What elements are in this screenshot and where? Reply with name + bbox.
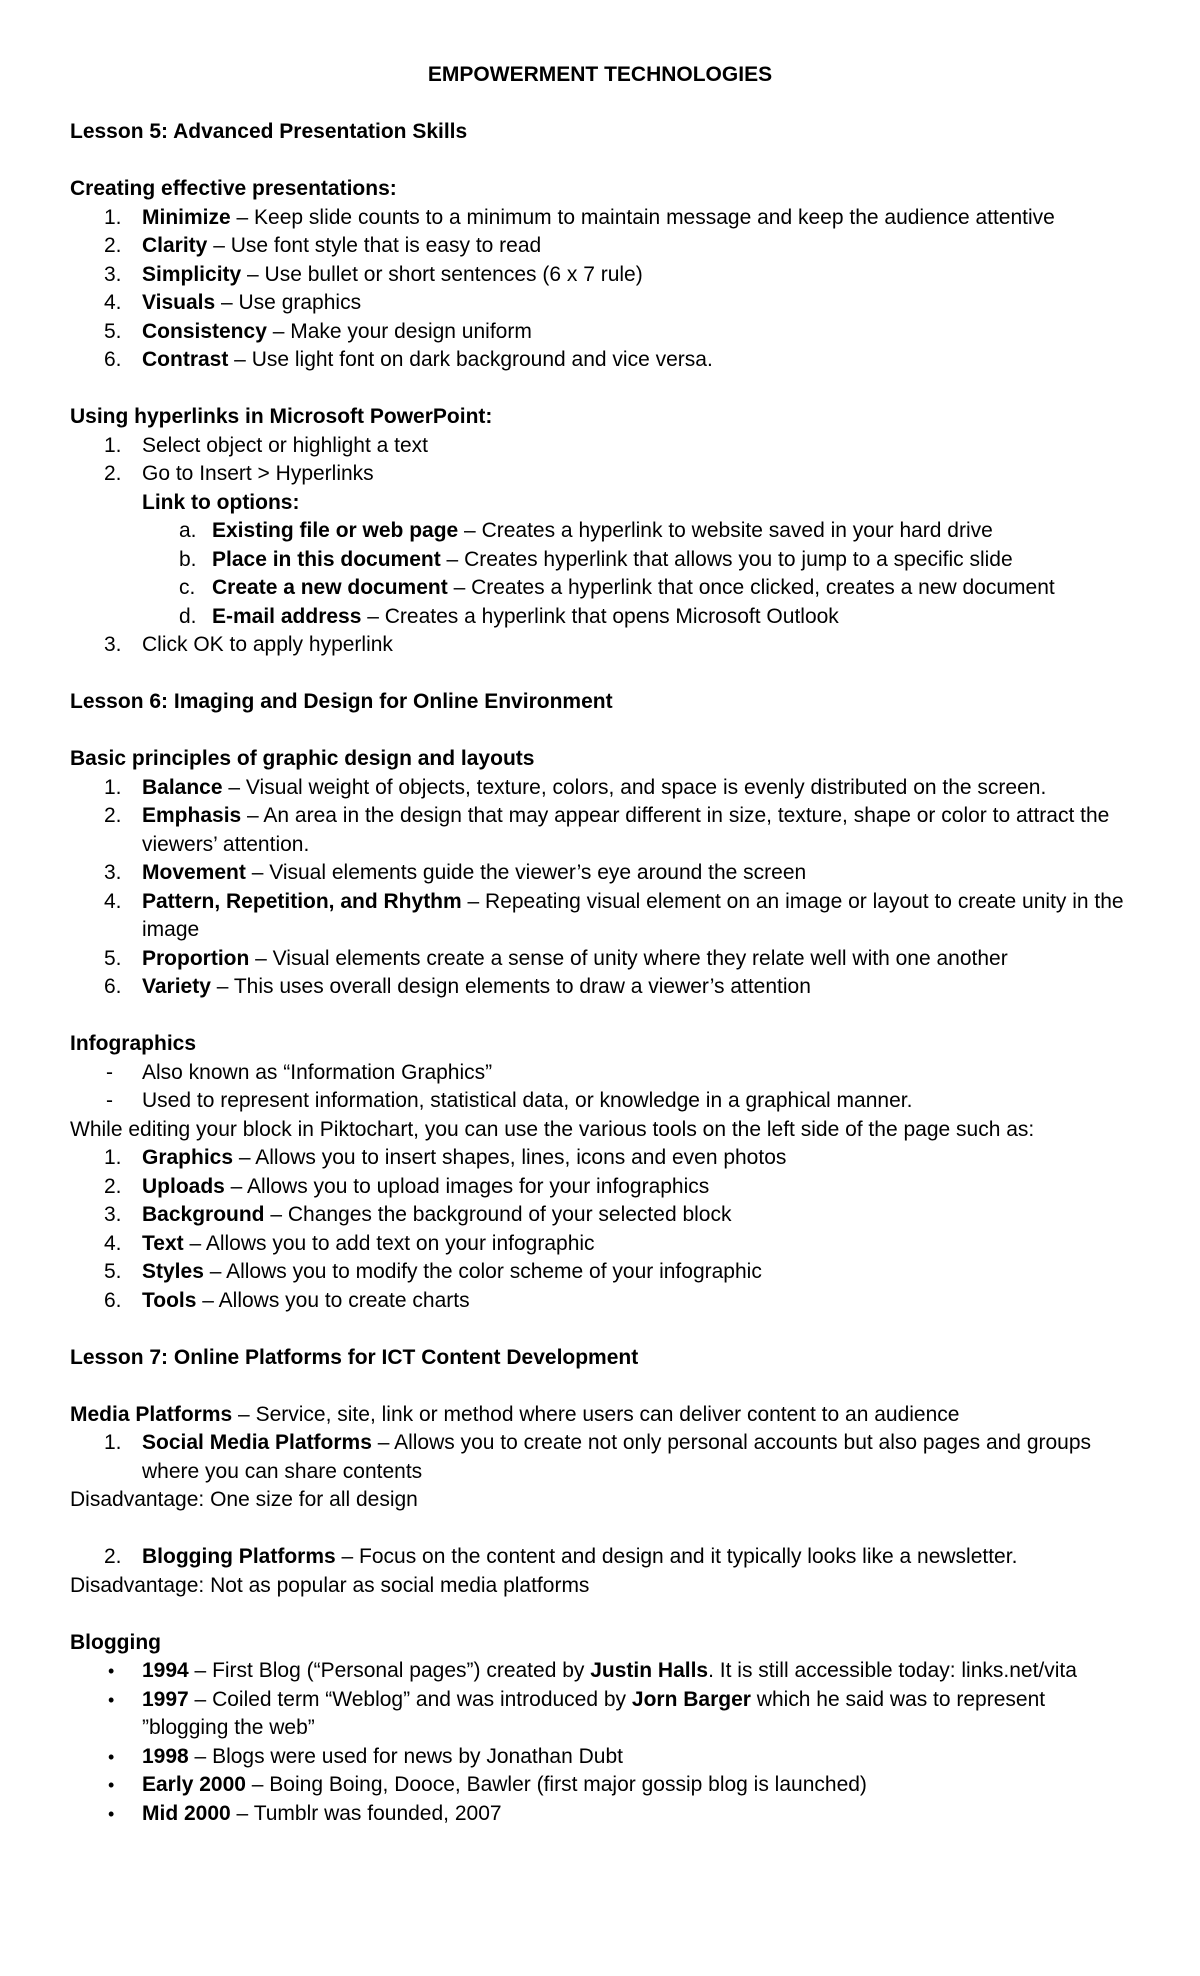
list-item: 2. Emphasis – An area in the design that may appear different in size, texture, shape or color to attract the viewers’ attention.	[104, 804, 1110, 856]
blogging-heading: Blogging	[70, 1630, 161, 1654]
bullet-icon: •	[108, 1775, 115, 1795]
lesson-7-heading: Lesson 7: Online Platforms for ICT Content Development	[70, 1345, 639, 1369]
piktochart-tools-list	[70, 1144, 1130, 1315]
lesson-6-heading: Lesson 6: Imaging and Design for Online Environment	[70, 690, 613, 713]
list-item: 3. Movement – Visual elements guide the viewer’s eye around the screen	[104, 861, 807, 884]
list-item: 6. Variety – This uses overall design elements to draw a viewer’s attention	[104, 975, 811, 998]
bullet-icon: •	[108, 1689, 115, 1710]
list-item: 4. Pattern, Repetition, and Rhythm – Repeating visual element on an image or layout to create unity in the image	[104, 889, 1124, 941]
list-item: a. Existing file or web page – Creates a hyperlink to website saved in your hard drive	[179, 519, 993, 542]
list-item: 1. Minimize – Keep slide counts to a minimum to maintain message and keep the audience attentive	[104, 205, 1055, 229]
list-item: 3. Simplicity – Use bullet or short sentences (6 x 7 rule)	[104, 262, 643, 286]
list-item: 1. Select object or highlight a text	[104, 433, 429, 457]
list-item: 3. Background – Changes the background of your selected block	[104, 1203, 732, 1226]
list-item: • 1994 – First Blog (“Personal pages”) created by Justin Halls. It is still accessible today: links.net/vita	[70, 1657, 1130, 1686]
list-item: c. Create a new document – Creates a hyperlink that once clicked, creates a new document	[179, 576, 1055, 599]
spacer	[70, 1515, 1130, 1544]
list-item: d. E-mail address – Creates a hyperlink that opens Microsoft Outlook	[179, 604, 839, 628]
bullet-icon: •	[108, 1803, 115, 1824]
bullet-icon: •	[108, 1661, 115, 1681]
effective-presentations-heading: Creating effective presentations:	[70, 177, 397, 200]
design-principles-list	[70, 774, 1130, 1002]
list-item: 6. Tools – Allows you to create charts	[104, 1288, 470, 1312]
list-item: • Early 2000 – Boing Boing, Dooce, Bawler (first major gossip blog is launched)	[70, 1771, 1130, 1800]
media-platforms-definition: Media Platforms – Service, site, link or method where users can deliver content to an audience	[70, 1402, 960, 1426]
bullet-icon: •	[108, 1746, 115, 1767]
list-item: 5. Styles – Allows you to modify the color scheme of your infographic	[104, 1260, 762, 1283]
document-title: EMPOWERMENT TECHNOLOGIES	[427, 63, 773, 86]
disadvantage-social: Disadvantage: One size for all design	[70, 1488, 418, 1511]
spacer	[70, 375, 1130, 404]
list-item: 6. Contrast – Use light font on dark background and vice versa.	[104, 348, 713, 371]
effective-presentations-list	[70, 204, 1130, 375]
hyperlinks-steps-continued	[70, 631, 1130, 660]
spacer	[70, 1002, 1130, 1031]
spacer	[70, 1600, 1130, 1629]
list-item: - Also known as “Information Graphics”	[106, 1060, 493, 1084]
infographics-dash-list	[70, 1059, 1130, 1116]
link-options-list	[70, 517, 1130, 631]
media-platforms-list-2	[70, 1543, 1130, 1572]
disadvantage-blogging: Disadvantage: Not as popular as social media platforms	[70, 1573, 590, 1597]
piktochart-intro: While editing your block in Piktochart, you can use the various tools on the left side of the page such as:	[70, 1117, 1035, 1141]
list-item: 4. Text – Allows you to add text on your infographic	[104, 1231, 595, 1255]
list-item: 2. Blogging Platforms – Focus on the content and design and it typically looks like a newsletter.	[104, 1545, 1018, 1568]
blogging-timeline	[70, 1657, 1130, 1828]
list-item: - Used to represent information, statistical data, or knowledge in a graphical manner.	[106, 1089, 913, 1112]
list-item: 1. Social Media Platforms – Allows you to create not only personal accounts but also pages and groups where you can share contents	[104, 1431, 1092, 1483]
list-item: 4. Visuals – Use graphics	[104, 291, 362, 314]
list-item: 1. Graphics – Allows you to insert shapes, lines, icons and even photos	[104, 1146, 787, 1169]
list-item: • 1997 – Coiled term “Weblog” and was introduced by Jorn Barger which he said was to represent ”blogging the web”	[108, 1687, 1046, 1739]
list-item: • 1998 – Blogs were used for news by Jonathan Dubt	[70, 1743, 1130, 1772]
hyperlinks-steps	[70, 432, 1130, 489]
link-to-options-label: Link to options:	[142, 490, 300, 514]
media-platforms-list-1	[70, 1429, 1130, 1486]
design-principles-heading: Basic principles of graphic design and layouts	[70, 747, 535, 770]
list-item: 2. Clarity – Use font style that is easy to read	[104, 234, 542, 257]
spacer	[70, 660, 1130, 689]
list-item: 2. Uploads – Allows you to upload images for your infographics	[104, 1174, 710, 1198]
list-item: • Mid 2000 – Tumblr was founded, 2007	[70, 1800, 1130, 1829]
list-item: b. Place in this document – Creates hyperlink that allows you to jump to a specific slide	[179, 547, 1013, 571]
spacer	[70, 1315, 1130, 1344]
hyperlinks-heading: Using hyperlinks in Microsoft PowerPoint:	[70, 405, 493, 428]
infographics-heading: Infographics	[70, 1032, 197, 1055]
list-item: 5. Proportion – Visual elements create a sense of unity where they relate well with one another	[104, 946, 1008, 970]
list-item: 5. Consistency – Make your design uniform	[104, 319, 532, 343]
list-item: 1. Balance – Visual weight of objects, texture, colors, and space is evenly distributed on the screen.	[104, 775, 1047, 799]
list-item: 2. Go to Insert > Hyperlinks	[104, 462, 374, 485]
list-item: 3. Click OK to apply hyperlink	[104, 633, 393, 656]
lesson-5-heading: Lesson 5: Advanced Presentation Skills	[70, 120, 468, 143]
